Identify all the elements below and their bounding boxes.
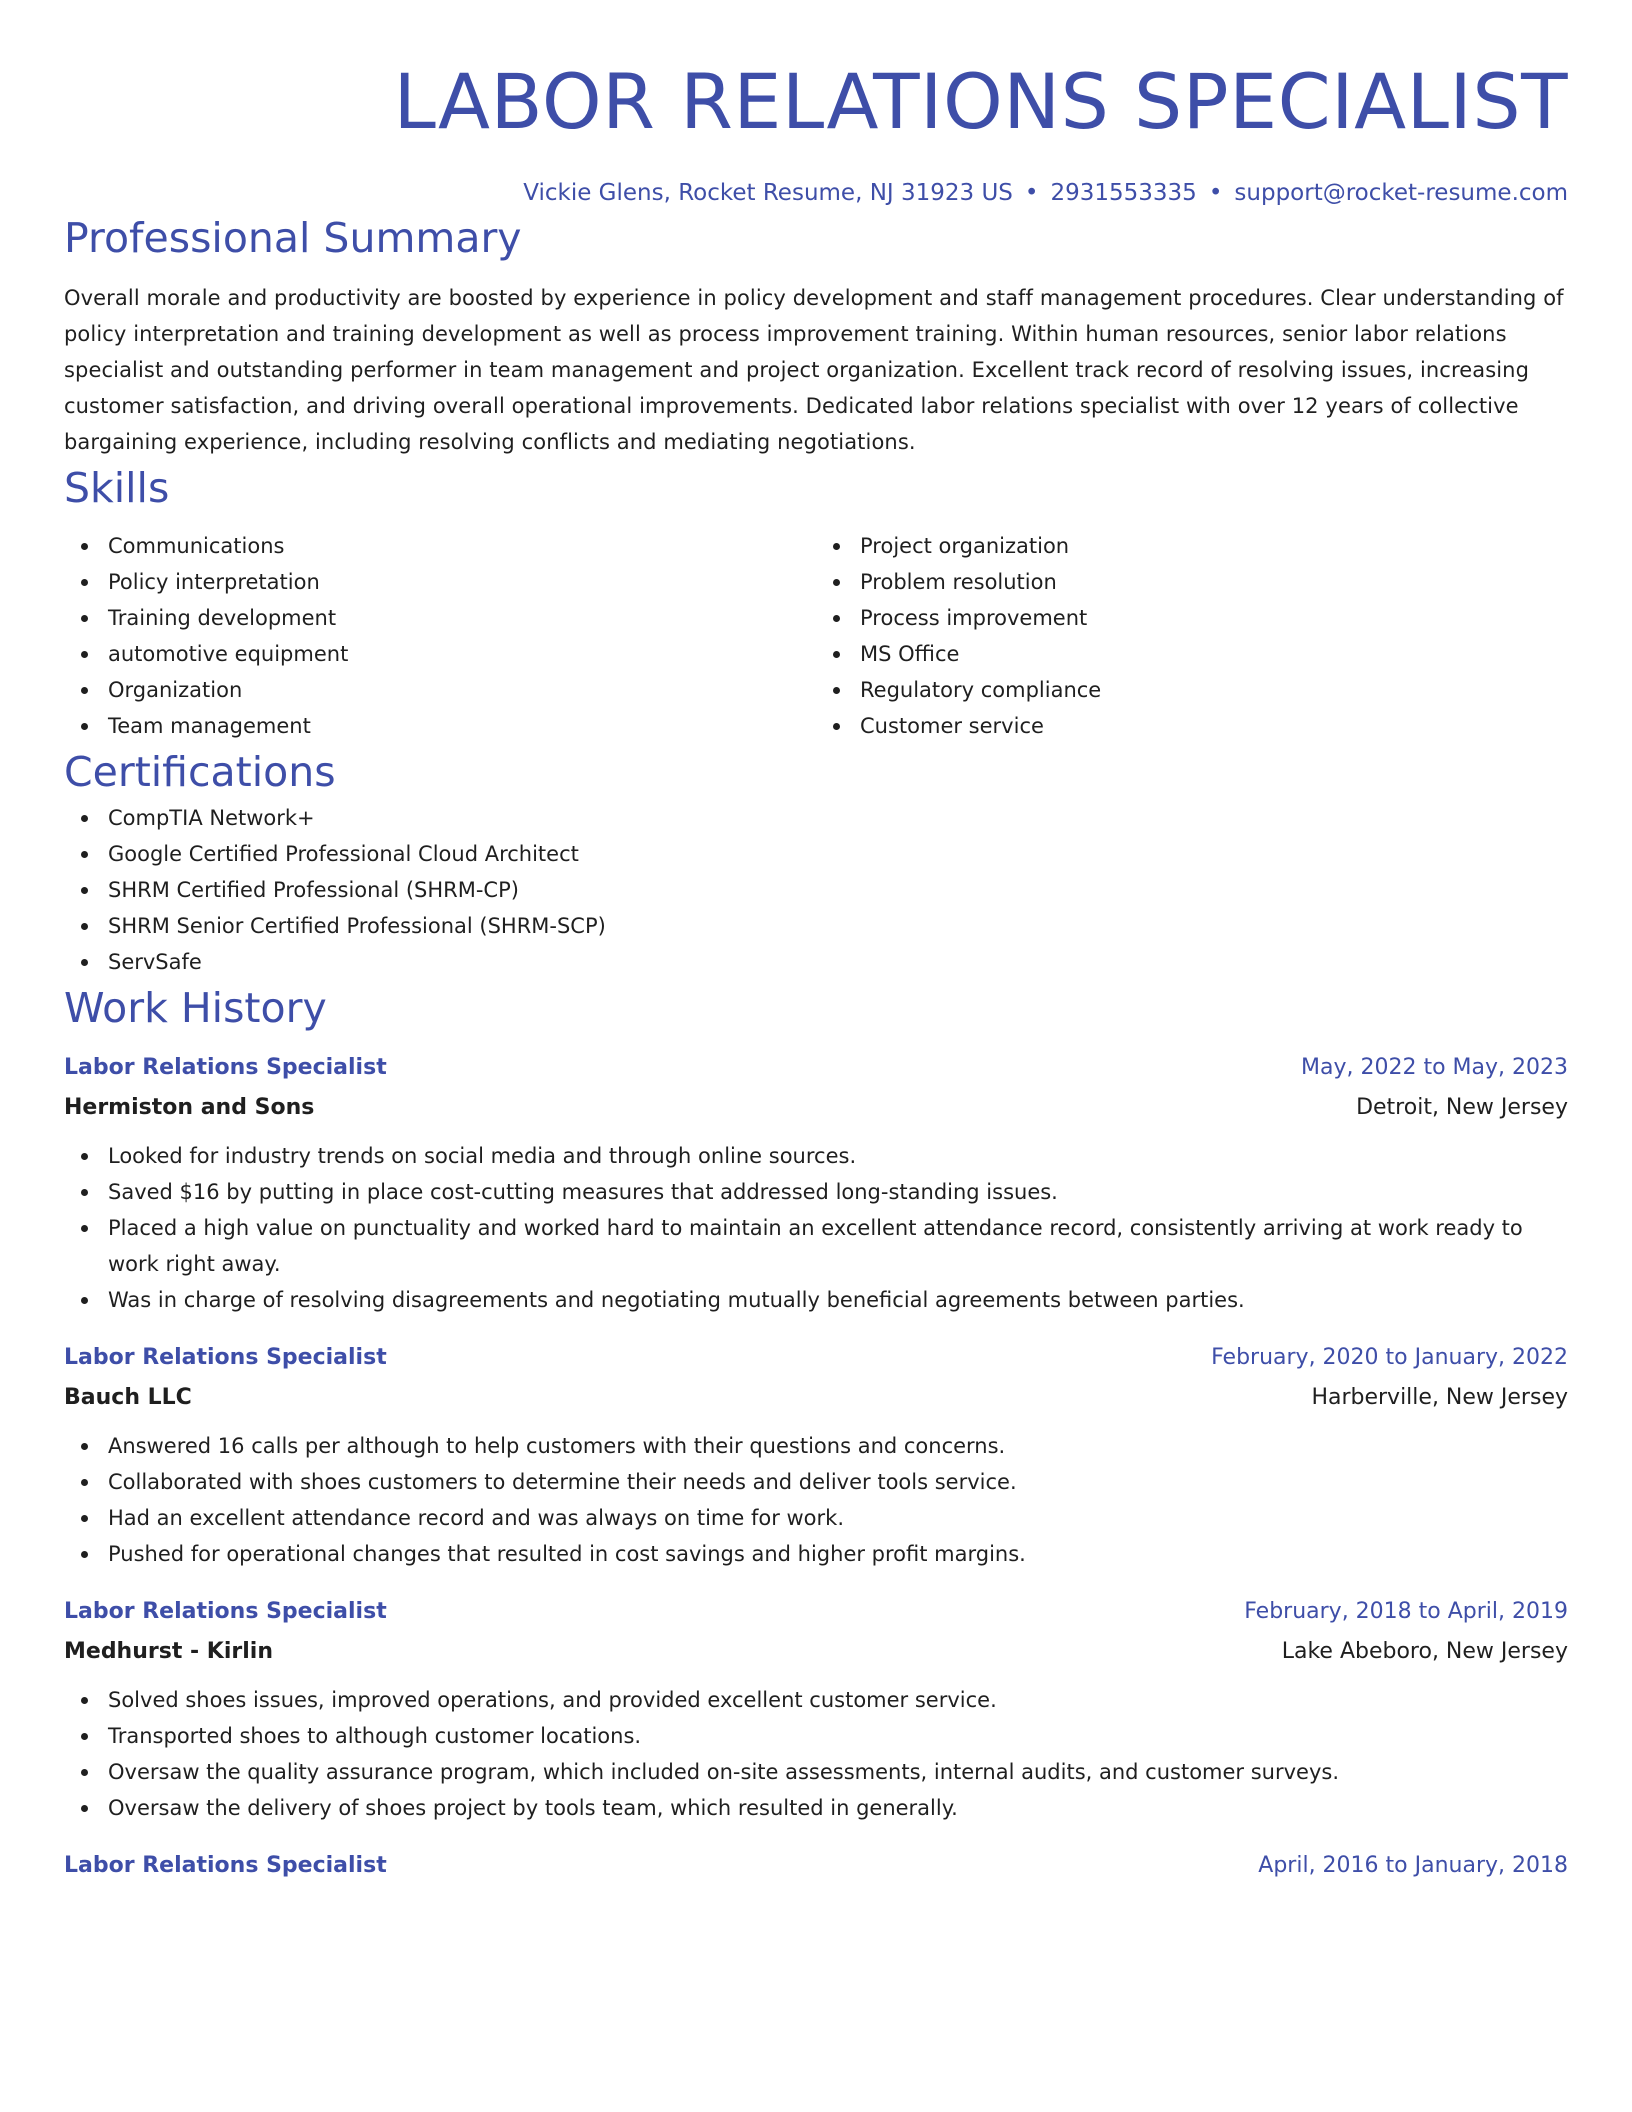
skill-item: Communications <box>108 528 816 564</box>
job-title: Labor Relations Specialist <box>64 1345 387 1370</box>
skill-item: Problem resolution <box>860 564 1568 600</box>
job-entry <box>64 1592 1568 1826</box>
contact-phone: 2931553335 <box>1050 180 1197 206</box>
skill-item: MS Office <box>860 636 1568 672</box>
skill-item: Team management <box>108 708 816 744</box>
job-title: Labor Relations Specialist <box>64 1599 387 1624</box>
job-bullets <box>64 1138 1568 1318</box>
job-dates: April, 2016 to January, 2018 <box>1258 1853 1568 1878</box>
skill-item: Organization <box>108 672 816 708</box>
contact-separator: • <box>1024 180 1039 206</box>
job-location: Detroit, New Jersey <box>1356 1095 1568 1120</box>
job-dates: May, 2022 to May, 2023 <box>1301 1055 1568 1080</box>
skills-grid <box>64 528 1568 744</box>
job-bullet: Saved $16 by putting in place cost-cutting measures that addressed long-standing issues. <box>108 1174 1568 1210</box>
job-employer: Medhurst - Kirlin <box>64 1639 273 1664</box>
summary-text: Overall morale and productivity are boosted by experience in policy development and staff management procedures. Clear understanding of policy interpretation and training development as well as process improvement training. Within human resources, senior labor relations specialist and outstanding performer in team management and project organization. Excellent track record of resolving issues, increasing customer satisfaction, and driving overall operational improvements. Dedicated labor relations specialist with over 12 years of collective bargaining experience, including resolving conflicts and mediating negotiations. <box>64 286 1564 454</box>
job-bullets <box>64 1428 1568 1572</box>
job-title: Labor Relations Specialist <box>64 1055 387 1080</box>
summary-heading: Professional Summary <box>64 214 522 262</box>
resume-header <box>64 0 1568 210</box>
job-entry <box>64 1048 1568 1318</box>
skill-item: Regulatory compliance <box>860 672 1568 708</box>
certification-item: SHRM Certified Professional (SHRM-CP) <box>108 872 1568 908</box>
job-bullet: Was in charge of resolving disagreements and negotiating mutually beneficial agreements between parties. <box>108 1282 1568 1318</box>
job-header-row <box>64 1592 1568 1632</box>
skill-item: Project organization <box>860 528 1568 564</box>
skills-list-left <box>64 528 816 744</box>
job-location: Harberville, New Jersey <box>1311 1385 1568 1410</box>
skill-item: Training development <box>108 600 816 636</box>
job-entry <box>64 1338 1568 1572</box>
skills-list-right <box>816 528 1568 744</box>
contact-separator: • <box>1208 180 1223 206</box>
job-employer-row <box>64 1632 1568 1672</box>
skill-item: automotive equipment <box>108 636 816 672</box>
job-bullet: Oversaw the quality assurance program, which included on-site assessments, internal audits, and customer surveys. <box>108 1754 1568 1790</box>
job-location: Lake Abeboro, New Jersey <box>1281 1639 1568 1664</box>
job-bullet: Collaborated with shoes customers to determine their needs and deliver tools service. <box>108 1464 1568 1500</box>
skill-item: Customer service <box>860 708 1568 744</box>
job-header-row <box>64 1846 1568 1886</box>
contact-line <box>64 176 1568 210</box>
job-bullet: Had an excellent attendance record and was always on time for work. <box>108 1500 1568 1536</box>
contact-email: support@rocket-resume.com <box>1234 180 1568 206</box>
job-bullet: Looked for industry trends on social media and through online sources. <box>108 1138 1568 1174</box>
job-entry <box>64 1846 1568 1886</box>
job-dates: February, 2018 to April, 2019 <box>1244 1599 1568 1624</box>
skills-heading: Skills <box>64 464 170 512</box>
job-title: Labor Relations Specialist <box>64 1853 387 1878</box>
skill-item: Policy interpretation <box>108 564 816 600</box>
certification-item: SHRM Senior Certified Professional (SHRM-SCP) <box>108 908 1568 944</box>
certifications-heading: Certifications <box>64 748 336 796</box>
certification-item: ServSafe <box>108 944 1568 980</box>
job-dates: February, 2020 to January, 2022 <box>1211 1345 1568 1370</box>
certification-item: Google Certified Professional Cloud Architect <box>108 836 1568 872</box>
job-bullet: Oversaw the delivery of shoes project by tools team, which resulted in generally. <box>108 1790 1568 1826</box>
certification-item: CompTIA Network+ <box>108 800 1568 836</box>
job-employer: Bauch LLC <box>64 1385 192 1410</box>
job-employer-row <box>64 1378 1568 1418</box>
job-bullet: Transported shoes to although customer locations. <box>108 1718 1568 1754</box>
contact-address: Vickie Glens, Rocket Resume, NJ 31923 US <box>523 180 1013 206</box>
work-history-heading: Work History <box>64 984 327 1032</box>
job-employer: Hermiston and Sons <box>64 1095 315 1120</box>
job-employer-row <box>64 1088 1568 1128</box>
certifications-list <box>64 800 1568 980</box>
job-bullets <box>64 1682 1568 1826</box>
job-bullet: Placed a high value on punctuality and worked hard to maintain an excellent attendance record, consistently arriving at work ready to work right away. <box>108 1210 1568 1282</box>
job-header-row <box>64 1338 1568 1378</box>
skill-item: Process improvement <box>860 600 1568 636</box>
job-header-row <box>64 1048 1568 1088</box>
job-bullet: Answered 16 calls per although to help customers with their questions and concerns. <box>108 1428 1568 1464</box>
job-bullet: Pushed for operational changes that resulted in cost savings and higher profit margins. <box>108 1536 1568 1572</box>
job-bullet: Solved shoes issues, improved operations, and provided excellent customer service. <box>108 1682 1568 1718</box>
resume-title: LABOR RELATIONS SPECIALIST <box>393 57 1568 146</box>
